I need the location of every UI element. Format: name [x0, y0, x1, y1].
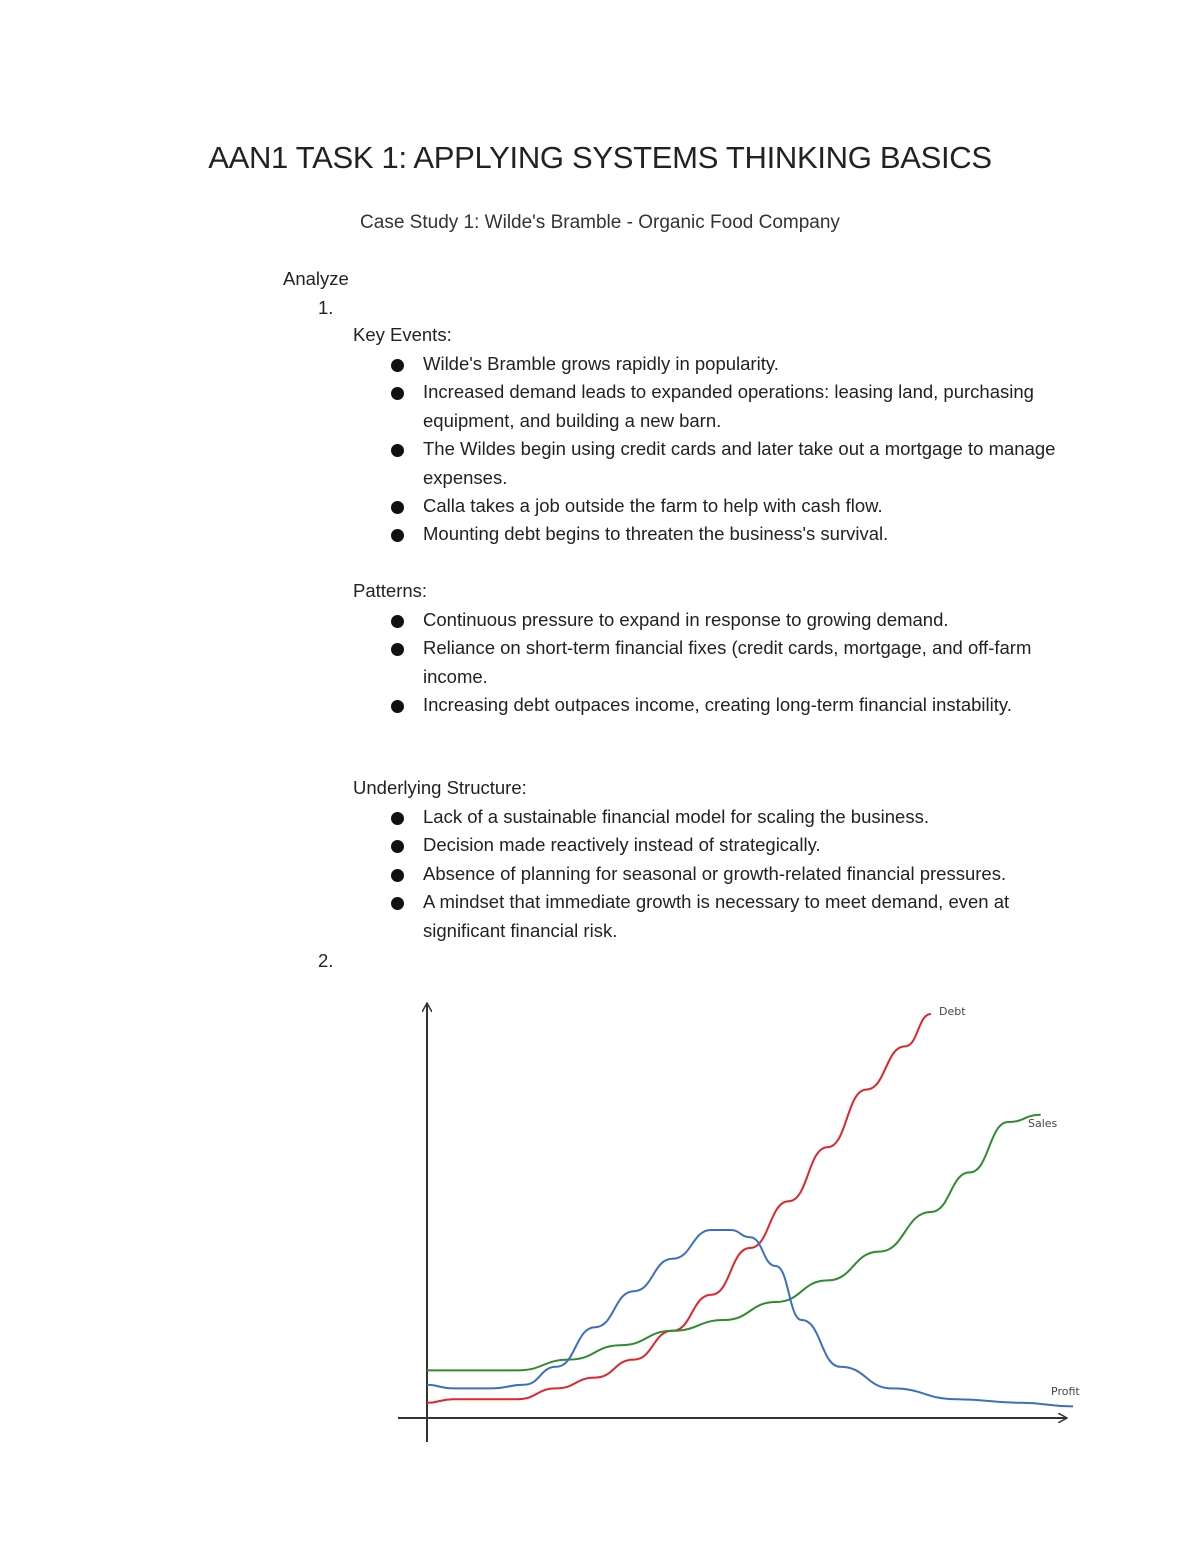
bullet-icon — [391, 700, 404, 713]
underlying-structure-heading: Underlying Structure: — [353, 777, 527, 798]
patterns-list — [388, 606, 1068, 720]
legend-debt-label: Debt — [939, 1005, 966, 1018]
bullet-icon — [391, 387, 404, 400]
list-item: The Wildes begin using credit cards and later take out a mortgage to manage expenses. — [388, 435, 1068, 492]
list-item: Increasing debt outpaces income, creating long-term financial instability. — [388, 691, 1068, 719]
profit-series-line — [427, 1230, 1073, 1406]
list-item: Decision made reactively instead of strategically. — [388, 831, 1068, 859]
bullet-icon — [391, 359, 404, 372]
bullet-icon — [391, 615, 404, 628]
analyze-heading: Analyze — [283, 268, 349, 289]
list-item: Wilde's Bramble grows rapidly in popularity. — [388, 350, 1068, 378]
list-item: Lack of a sustainable financial model for scaling the business. — [388, 803, 1068, 831]
list-item: Continuous pressure to expand in response to growing demand. — [388, 606, 1068, 634]
bullet-icon — [391, 840, 404, 853]
document-title: AAN1 TASK 1: APPLYING SYSTEMS THINKING BASICS — [208, 140, 992, 175]
list-item: Reliance on short-term financial fixes (credit cards, mortgage, and off-farm income. — [388, 634, 1068, 691]
list-item: Absence of planning for seasonal or growth-related financial pressures. — [388, 860, 1068, 888]
legend-sales-label: Sales — [1028, 1117, 1058, 1130]
item-2-number: 2. — [318, 950, 334, 971]
key-events-heading: Key Events: — [353, 324, 452, 345]
bullet-icon — [391, 869, 404, 882]
bullet-icon — [391, 812, 404, 825]
patterns-heading: Patterns: — [353, 580, 428, 601]
bullet-icon — [391, 444, 404, 457]
sales-series-line — [427, 1115, 1041, 1371]
underlying-structure-list — [388, 803, 1068, 945]
bullet-icon — [391, 529, 404, 542]
list-item: Increased demand leads to expanded operations: leasing land, purchasing equipment, and building a new barn. — [388, 378, 1068, 435]
legend-profit-label: Profit — [1051, 1385, 1080, 1398]
list-item: A mindset that immediate growth is necessary to meet demand, even at significant financial risk. — [388, 888, 1068, 945]
key-events-list — [388, 350, 1068, 549]
bullet-icon — [391, 501, 404, 514]
list-item: Calla takes a job outside the farm to help with cash flow. — [388, 492, 1068, 520]
case-study-subtitle: Case Study 1: Wilde's Bramble - Organic Food Company — [360, 212, 840, 233]
list-item: Mounting debt begins to threaten the business's survival. — [388, 520, 1068, 548]
bullet-icon — [391, 897, 404, 910]
item-1-number: 1. — [318, 297, 334, 318]
bullet-icon — [391, 643, 404, 656]
debt-series-line — [427, 1014, 931, 1403]
systems-line-chart — [380, 990, 1100, 1450]
